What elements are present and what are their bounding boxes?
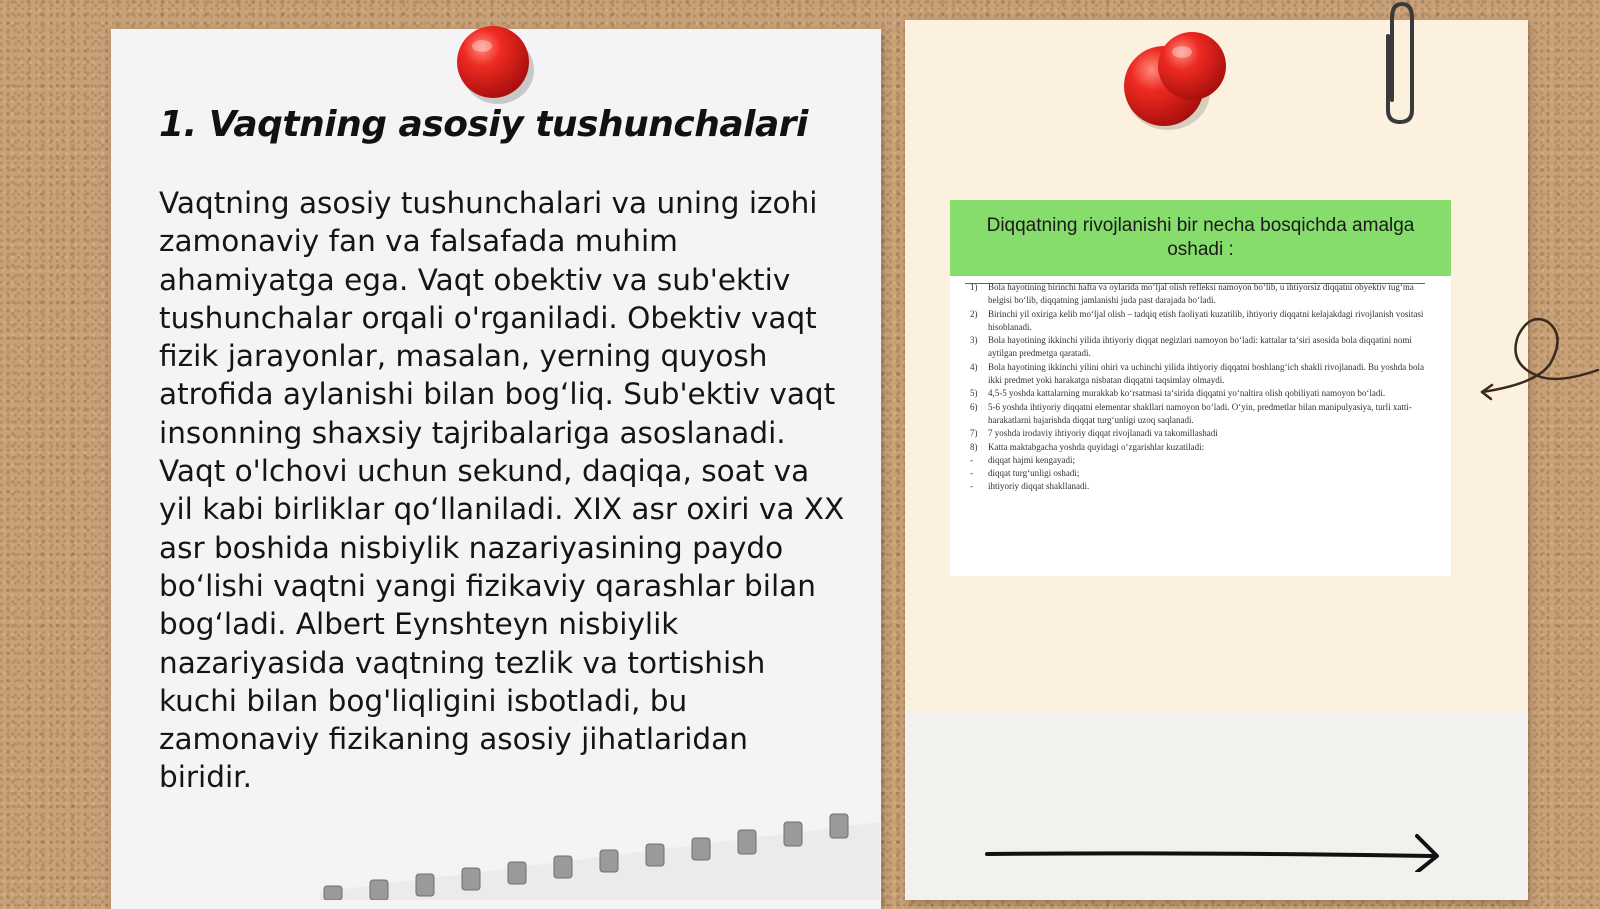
arrow-right-icon: [985, 832, 1445, 872]
list-item-number: -: [970, 481, 973, 492]
list-item-text: Bola hayotining ikkinchi yilini ohiri va uchinchi yilida ihtiyoriy diqqatni boshlang‘ich shakli rivojlanadi. Bu yoshda bola ikki predmet yoki harakatga nisbatan diqqatni taqsimlay olmaydi.: [988, 361, 1424, 386]
list-item-text: 5-6 yoshda ihtiyoriy diqqatni elementar shakllari namoyon bo‘ladi. O‘yin, predmetlar bilan manipulyasiya, turli xatti-harakatlarni bajarishda diqqat turg‘unligi uzoq saqlanadi.: [988, 401, 1412, 425]
list-item-number: 1): [970, 282, 978, 292]
document-list-item: [970, 387, 1428, 400]
list-item-number: 8): [970, 441, 978, 452]
note-body-text: Vaqtning asosiy tushunchalari va uning izohi zamonaviy fan va falsafada muhim ahamiyatga ega. Vaqt obektiv va sub'ektiv tushunchalar orqali o'rganiladi. Obektiv vaqt fizik jarayonlar, masalan, yerning quyosh atrofida aylanishi bilan bog‘liq. Sub'ektiv vaqt insonning shaxsiy tajribalariga asoslanadi. Vaqt o'lchovi uchun sekund, daqiqa, soat va yil kabi birliklar qo‘llaniladi. XIX asr oxiri va XX asr boshida nisbiylik nazariyasining paydo bo‘lishi vaqtni yangi fizikaviy qarashlar bilan bog‘ladi. Albert Eynshteyn nisbiylik nazariyasida vaqtning tezlik va tortishish kuchi bilan bog'liqligini isbotladi, bu zamonaviy fizikaning asosiy jihatlaridan biridir.: [159, 186, 845, 795]
list-item-text: diqqat turg‘unligi oshadi;: [988, 468, 1080, 479]
document-list-item: [970, 281, 1428, 308]
list-item-number: 6): [970, 401, 978, 412]
document-list-item: [970, 401, 1428, 428]
red-pushpin-icon: [452, 20, 536, 104]
list-item-number: 3): [970, 335, 978, 346]
list-item-number: -: [970, 468, 973, 479]
document-list-item: [970, 467, 1428, 480]
list-item-text: Katta maktabgacha yoshda quyidagi o‘zgarishlar kuzatiladi:: [988, 441, 1205, 452]
document-list-item: [970, 361, 1428, 388]
document-header: Diqqatning rivojlanishi bir necha bosqichda amalga oshadi :: [950, 200, 1451, 276]
list-item-number: 5): [970, 388, 978, 399]
list-item-number: 2): [970, 308, 978, 319]
document-list: [970, 281, 1428, 494]
list-item-text: Bola hayotining ikkinchi yilida ihtiyoriy diqqat negizlari namoyon bo‘ladi: kattalar ta‘siri asosida bola diqqatini nomi aytilgan predmetga qaratadi.: [988, 335, 1412, 359]
document-list-item: [970, 454, 1428, 467]
document-list-item: [970, 334, 1428, 361]
paperclip-icon: [1378, 0, 1422, 125]
document-list-item: [970, 441, 1428, 454]
document-list-item: [970, 308, 1428, 335]
list-item-text: Birinchi yil oxiriga kelib mo‘ljal olish – tadqiq etish faoliyati kuzatilib, ihtiyoriy diqqatni kelajakdagi rivojlanish vositasi hisoblanadi.: [988, 308, 1424, 332]
list-item-number: 7): [970, 428, 978, 439]
curl-doodle-icon: [1478, 312, 1600, 407]
list-item-text: ihtiyoriy diqqat shakllanadi.: [988, 481, 1090, 492]
spiral-binding-icon: [320, 800, 880, 900]
list-item-text: Bola hayotining birinchi hafta va oylarida mo‘ljal olish refleksi namoyon bo‘lib, u ihtiyorsiz diqqatni obyektiv tug‘ma belgisi bo‘lib, diqqatning jamlanishi juda past darajada bo‘ladi.: [988, 282, 1414, 306]
list-item-text: 4,5-5 yoshda kattalarning murakkab ko‘rsatmasi ta‘sirida diqqatni yo‘naltira olish qobiliyati namoyon bo‘ladi.: [988, 388, 1386, 399]
red-pushpin-icon: [1120, 30, 1240, 134]
note-title: 1. Vaqtning asosiy tushunchalari: [159, 104, 808, 145]
document-list-item: [970, 480, 1428, 493]
list-item-text: diqqat hajmi kengayadi;: [988, 454, 1075, 465]
list-item-number: -: [970, 454, 973, 465]
list-item-number: 4): [970, 361, 978, 372]
document-list-item: [970, 427, 1428, 440]
list-item-text: 7 yoshda irodaviy ihtiyoriy diqqat rivojlanadi va takomillashadi: [988, 428, 1218, 439]
